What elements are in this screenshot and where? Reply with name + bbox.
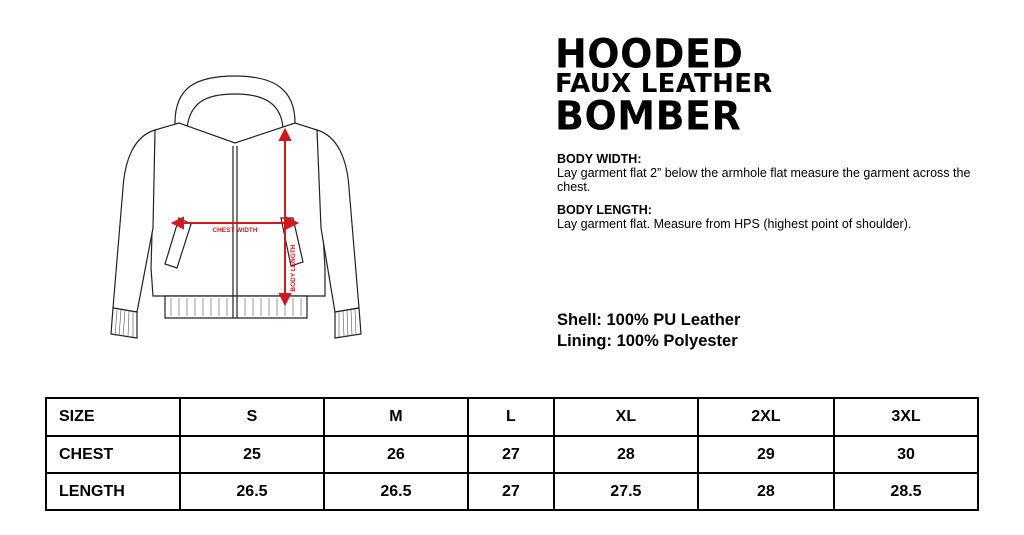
header-cell: 2XL <box>698 398 834 436</box>
table-cell: 26 <box>324 436 468 473</box>
table-header-row <box>46 398 978 436</box>
header-cell: 3XL <box>834 398 978 436</box>
table-cell: 27 <box>468 473 554 510</box>
fabric-composition <box>557 310 740 352</box>
body-length-text: Lay garment flat. Measure from HPS (highest point of shoulder). <box>557 217 912 231</box>
table-cell: 27 <box>468 436 554 473</box>
table-cell: 30 <box>834 436 978 473</box>
header-cell: L <box>468 398 554 436</box>
table-cell: 28.5 <box>834 473 978 510</box>
jacket-drawing <box>95 68 370 358</box>
body-length-instruction <box>557 203 987 231</box>
chest-width-label: CHEST WIDTH <box>212 227 258 234</box>
lining-material: Lining: 100% Polyester <box>557 332 738 350</box>
header-cell: SIZE <box>46 398 180 436</box>
body-length-heading: BODY LENGTH: <box>557 203 652 217</box>
body-length-label: BODY LENGTH <box>290 244 297 292</box>
table-cell: LENGTH <box>46 473 180 510</box>
body-width-heading: BODY WIDTH: <box>557 152 642 166</box>
body-width-text: Lay garment flat 2” below the armhole flat measure the garment across the chest. <box>557 166 971 194</box>
header-cell: S <box>180 398 324 436</box>
size-chart-table <box>45 397 979 511</box>
table-cell: 26.5 <box>324 473 468 510</box>
table-cell: 26.5 <box>180 473 324 510</box>
title-line-1: HOODED <box>555 30 744 77</box>
table-row <box>46 436 978 473</box>
header-cell: XL <box>554 398 698 436</box>
table-cell: 29 <box>698 436 834 473</box>
shell-material: Shell: 100% PU Leather <box>557 311 741 329</box>
table-cell: 27.5 <box>554 473 698 510</box>
table-cell: CHEST <box>46 436 180 473</box>
table-row <box>46 473 978 510</box>
jacket-illustration <box>95 68 370 358</box>
table-cell: 28 <box>698 473 834 510</box>
measurement-instructions <box>557 152 987 240</box>
table-cell: 25 <box>180 436 324 473</box>
header-cell: M <box>324 398 468 436</box>
table-cell: 28 <box>554 436 698 473</box>
title-line-2: FAUX LEATHER <box>555 69 773 99</box>
body-width-instruction <box>557 152 987 194</box>
product-title <box>555 30 975 139</box>
title-line-3: BOMBER <box>555 92 742 139</box>
